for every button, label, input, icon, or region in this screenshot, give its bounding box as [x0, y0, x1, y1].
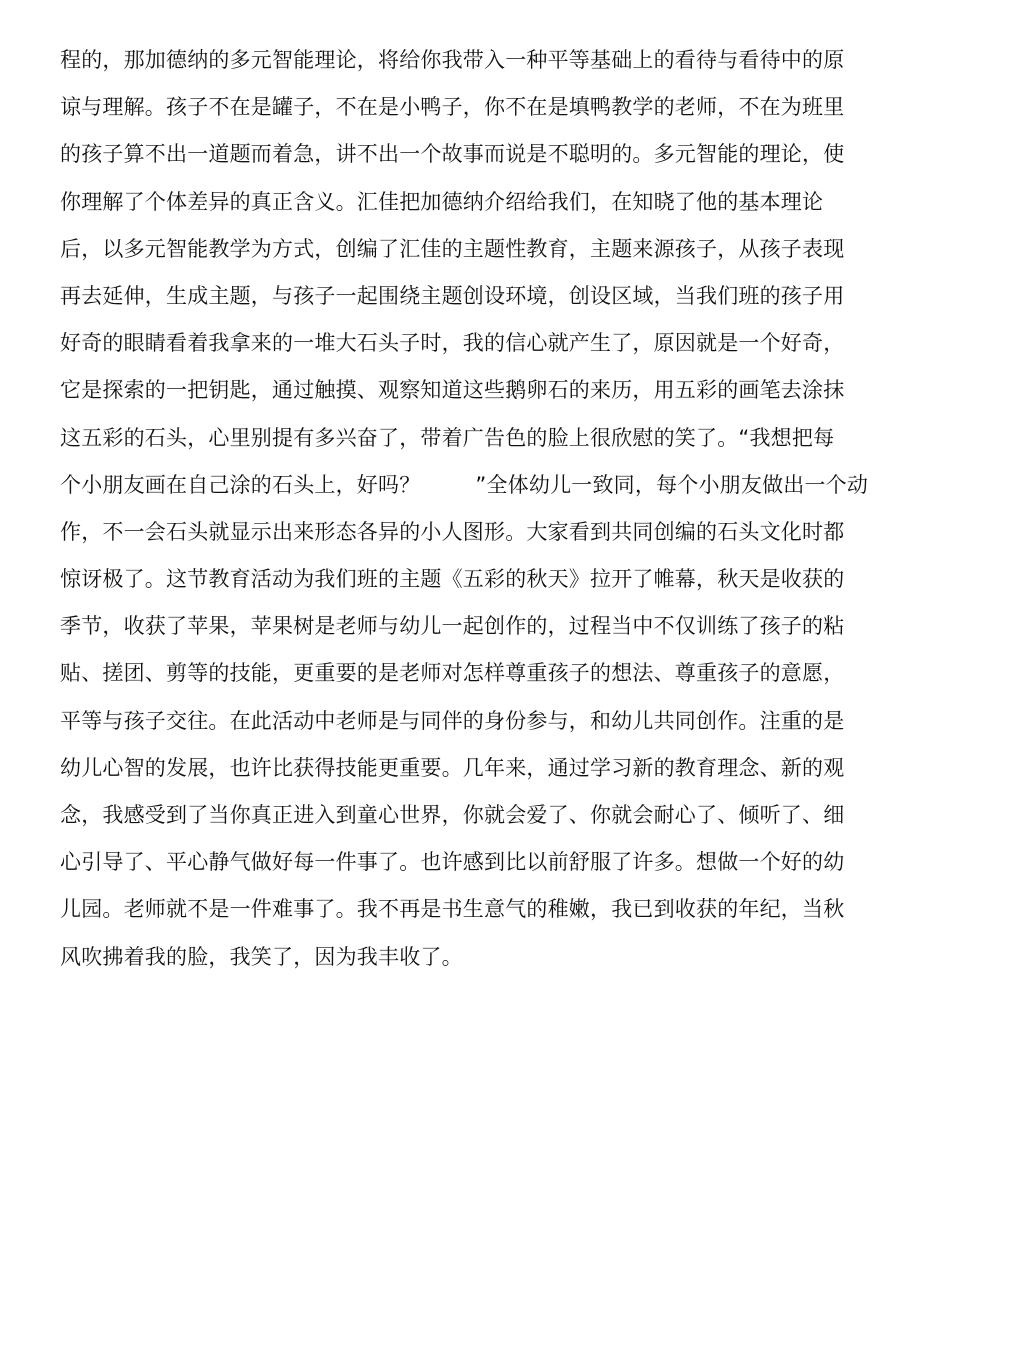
- text-line: 贴、搓团、剪等的技能，更重要的是老师对怎样尊重孩子的想法、尊重孩子的意愿，: [60, 661, 845, 686]
- text-line: 你理解了个体差异的真正含义。汇佳把加德纳介绍给我们，在知晓了他的基本理论: [60, 189, 824, 214]
- text-line: 后，以多元智能教学为方式，创编了汇佳的主题性教育，主题来源孩子，从孩子表现: [60, 236, 845, 261]
- text-line: 惊讶极了。这节教育活动为我们班的主题《五彩的秋天》拉开了帷幕，秋天是收获的: [60, 567, 845, 592]
- text-line: 它是探索的一把钥匙，通过触摸、观察知道这些鹅卵石的来历，用五彩的画笔去涂抹: [60, 378, 845, 403]
- text-line: 谅与理解。孩子不在是罐子，不在是小鸭子，你不在是填鸭教学的老师，不在为班里: [60, 95, 845, 120]
- text-line: 再去延伸，生成主题，与孩子一起围绕主题创设环境，创设区域，当我们班的孩子用: [60, 283, 845, 308]
- text-line: 风吹拂着我的脸，我笑了，因为我丰收了。: [60, 944, 463, 969]
- text-line: 儿园。老师就不是一件难事了。我不再是书生意气的稚嫩，我已到收获的年纪，当秋: [60, 897, 845, 922]
- text-line: 个小朋友画在自己涂的石头上，好吗？ ”全体幼儿一致同，每个小朋友做出一个动: [60, 472, 869, 497]
- text-line: 季节，收获了苹果，苹果树是老师与幼儿一起创作的，过程当中不仅训练了孩子的粘: [60, 614, 845, 639]
- text-line: 这五彩的石头，心里别提有多兴奋了，带着广告色的脸上很欣慰的笑了。“我想把每: [60, 425, 835, 450]
- text-line: 作，不一会石头就显示出来形态各异的小人图形。大家看到共同创编的石头文化时都: [60, 519, 845, 544]
- text-line: 念，我感受到了当你真正进入到童心世界，你就会爱了、你就会耐心了、倾听了、细: [60, 803, 845, 827]
- body-paragraph: [60, 37, 980, 981]
- text-line: 程的，那加德纳的多元智能理论，将给你我带入一种平等基础上的看待与看待中的原: [60, 48, 845, 72]
- text-line: 心引导了、平心静气做好每一件事了。也许感到比以前舒服了许多。想做一个好的幼: [60, 850, 845, 875]
- text-line: 平等与孩子交往。在此活动中老师是与同伴的身份参与，和幼儿共同创作。注重的是: [60, 708, 845, 733]
- text-line: 的孩子算不出一道题而着急，讲不出一个故事而说是不聪明的。多元智能的理论，使: [60, 142, 845, 167]
- text-line: 幼儿心智的发展，也许比获得技能更重要。几年来，通过学习新的教育理念、新的观: [60, 755, 845, 780]
- text-line: 好奇的眼睛看着我拿来的一堆大石头子时，我的信心就产生了，原因就是一个好奇，: [60, 331, 845, 356]
